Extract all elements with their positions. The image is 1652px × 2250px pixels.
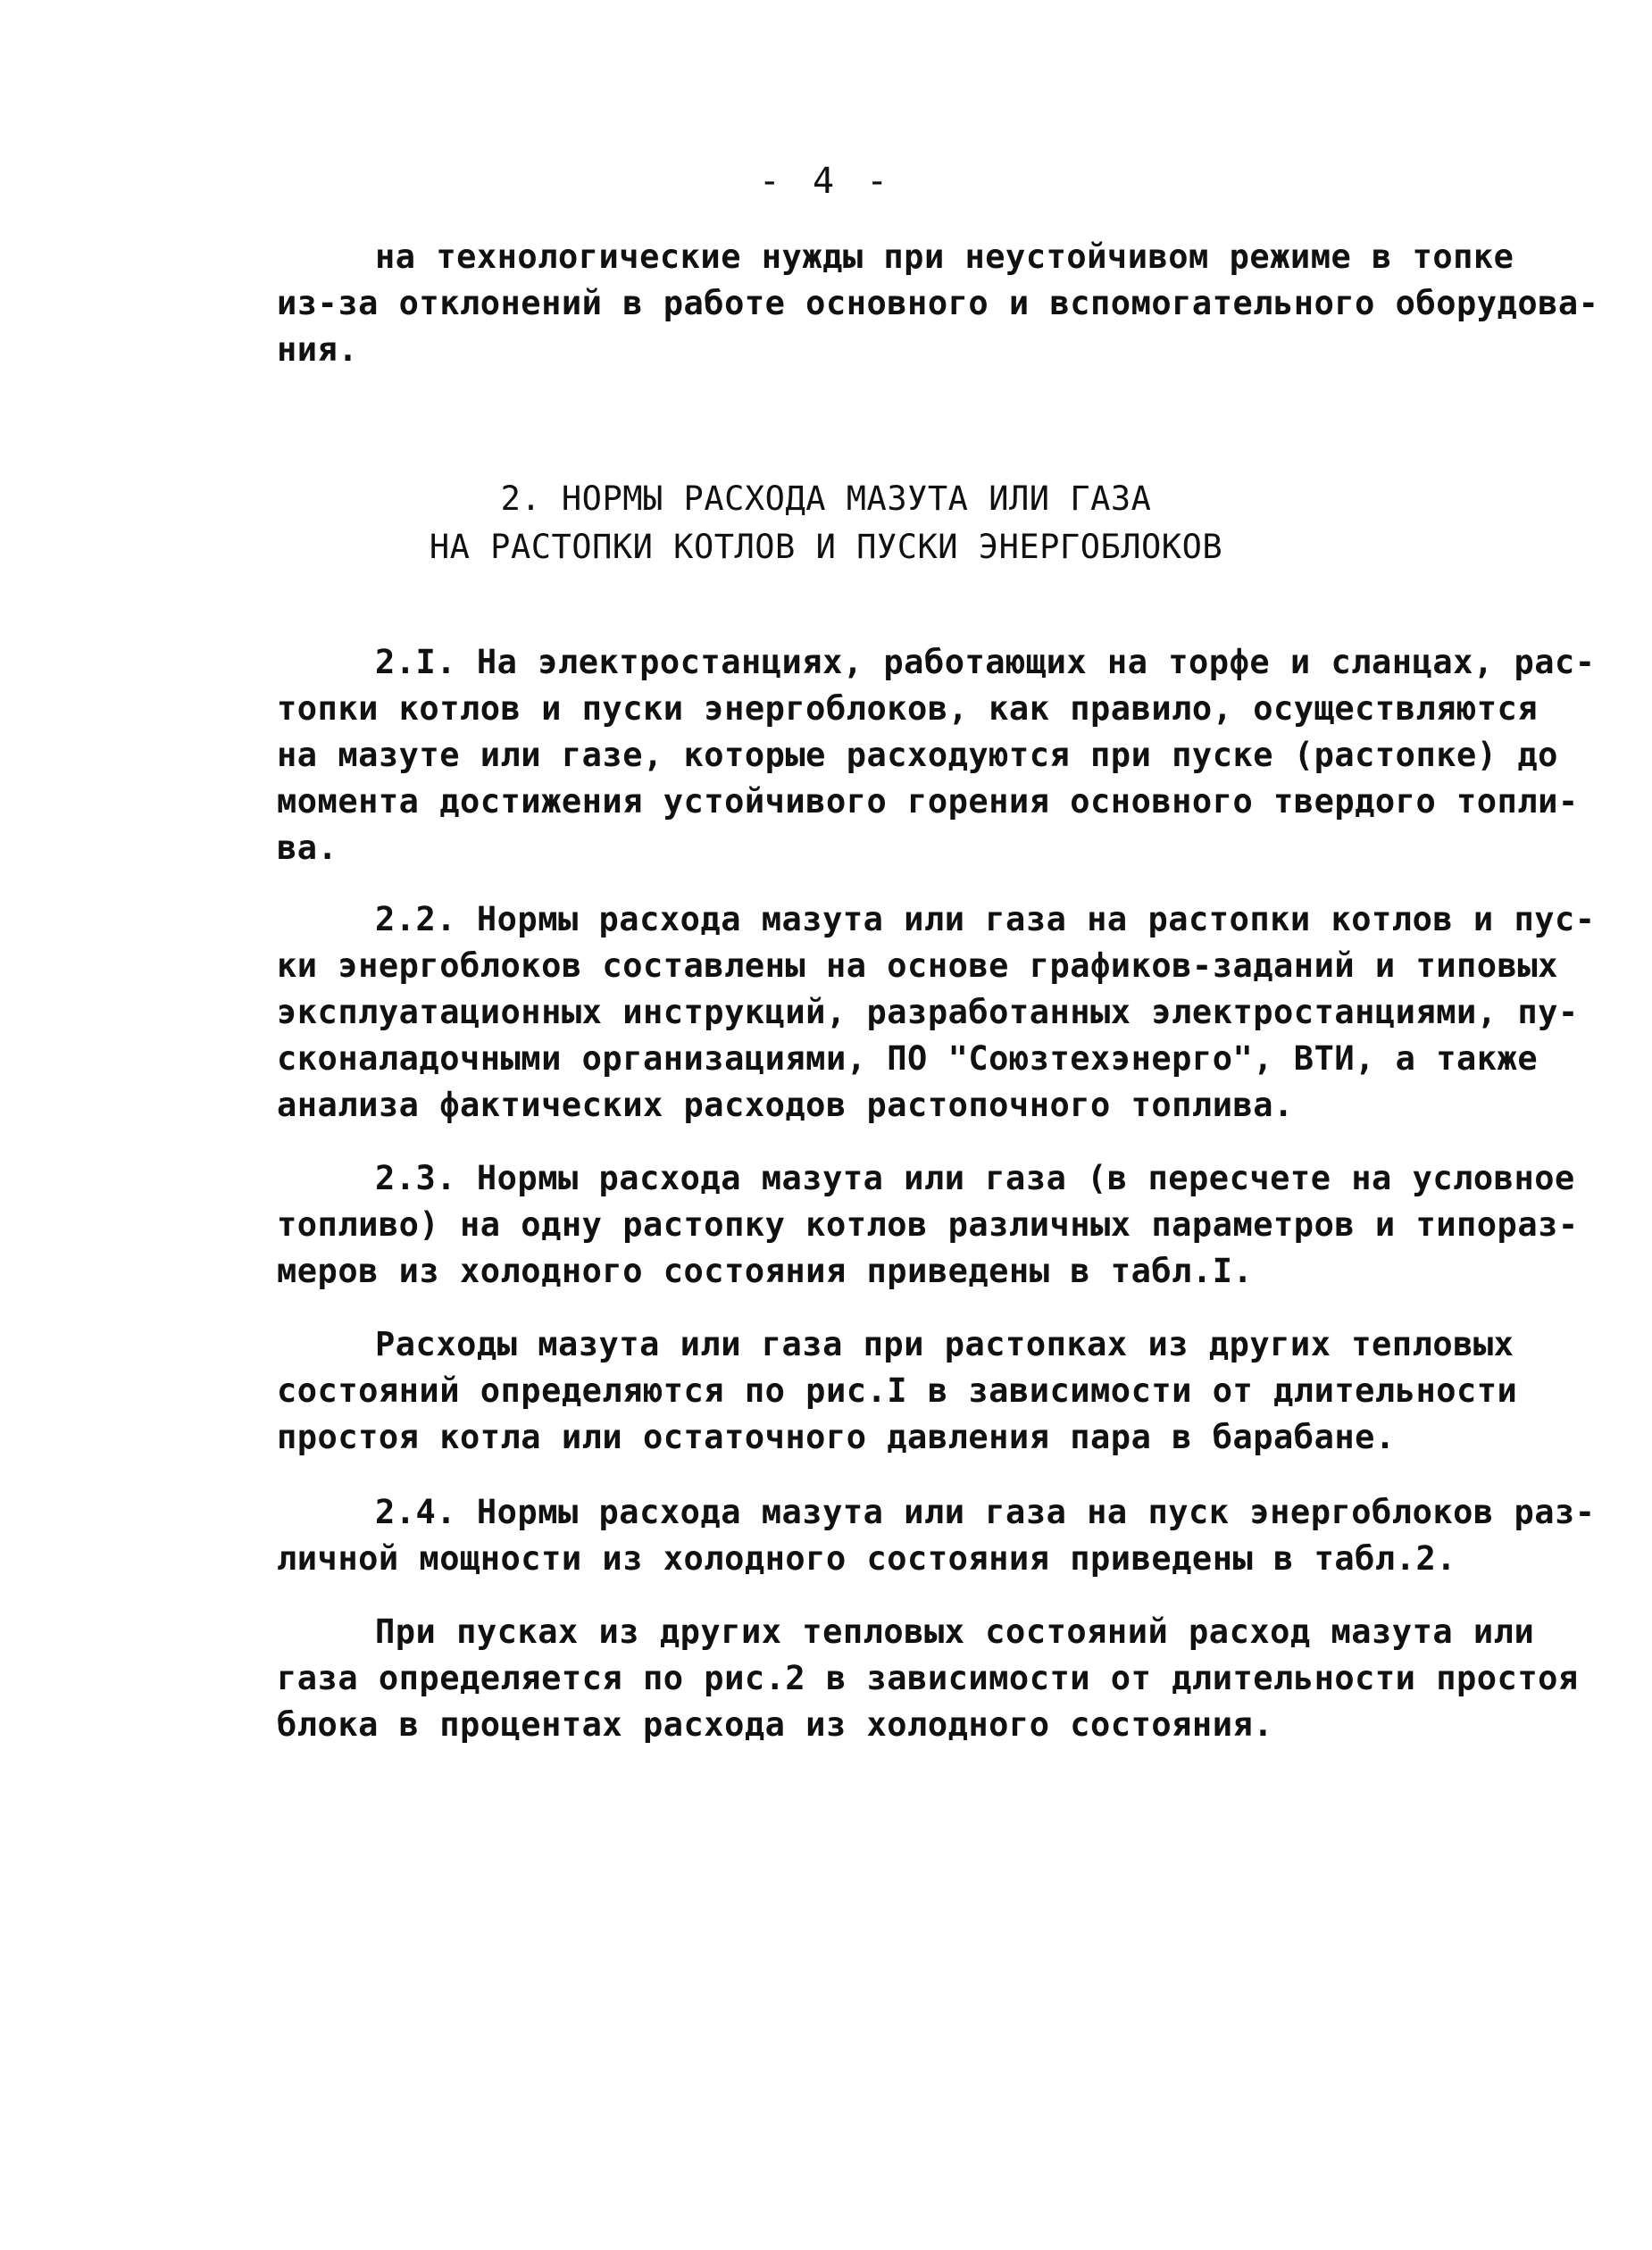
text-line: личной мощности из холодного состояния приведены в табл.2. <box>277 1539 1457 1578</box>
text-line: анализа фактических расходов растопочного топлива. <box>277 1086 1294 1124</box>
text-line: на технологические нужды при неустойчивом режиме в топке <box>375 238 1514 276</box>
text-line: При пусках из других тепловых состояний расход мазута или <box>375 1612 1535 1651</box>
text-line: Расходы мазута или газа при растопках из других тепловых <box>375 1325 1514 1363</box>
paragraph-2-3-continued <box>277 1321 1518 1461</box>
text-line: эксплуатационных инструкций, разработанных электростанциями, пу- <box>277 993 1579 1031</box>
text-line: на мазуте или газе, которые расходуются при пуске (растопке) до <box>277 736 1558 774</box>
paragraph-2-1 <box>277 639 1596 871</box>
text-line: из-за отклонений в работе основного и вспомогательного оборудова- <box>277 284 1599 322</box>
text-line: момента достижения устойчивого горения основного твердого топли- <box>277 782 1579 821</box>
text-line: сконаладочными организациями, ПО "Союзтехэнерго", ВТИ, а также <box>277 1039 1539 1078</box>
text-line: состояний определяются по рис.I в зависимости от длительности <box>277 1371 1518 1410</box>
text-line: топки котлов и пуски энергоблоков, как правило, осуществляются <box>277 689 1539 728</box>
text-line: 2.2. Нормы расхода мазута или газа на растопки котлов и пус- <box>375 900 1596 938</box>
text-line: ния. <box>277 330 359 369</box>
text-line: топливо) на одну растопку котлов различных параметров и типораз- <box>277 1205 1579 1244</box>
text-line: простоя котла или остаточного давления пара в барабане. <box>277 1418 1396 1456</box>
section-title-line-2: НА РАСТОПКИ КОТЛОВ И ПУСКИ ЭНЕРГОБЛОКОВ <box>429 528 1223 566</box>
text-line: ки энергоблоков составлены на основе графиков-заданий и типовых <box>277 946 1558 985</box>
text-line: меров из холодного состояния приведены в табл.I. <box>277 1252 1254 1290</box>
paragraph-2-4-continued <box>277 1609 1579 1748</box>
page-number: - 4 - <box>758 161 894 202</box>
text-line: 2.4. Нормы расхода мазута или газа на пуск энергоблоков раз- <box>375 1493 1596 1531</box>
continuation-paragraph <box>277 234 1599 373</box>
paragraph-2-2 <box>277 896 1596 1129</box>
text-line: 2.I. На электростанциях, работающих на торфе и сланцах, рас- <box>375 643 1596 681</box>
text-line: блока в процентах расхода из холодного состояния. <box>277 1705 1274 1744</box>
section-title-line-1: 2. НОРМЫ РАСХОДА МАЗУТА ИЛИ ГАЗА <box>500 479 1152 518</box>
paragraph-2-4 <box>277 1489 1596 1582</box>
paragraph-2-3 <box>277 1155 1579 1295</box>
section-heading <box>0 475 1652 571</box>
text-line: 2.3. Нормы расхода мазута или газа (в пересчете на условное <box>375 1159 1575 1197</box>
text-line: газа определяется по рис.2 в зависимости от длительности простоя <box>277 1659 1579 1697</box>
text-line: ва. <box>277 829 338 867</box>
